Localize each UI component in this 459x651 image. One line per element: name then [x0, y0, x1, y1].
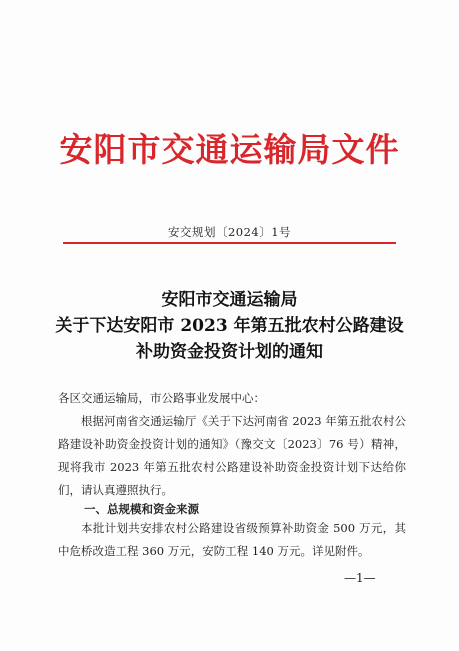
notice-title-line-2: 关于下达安阳市 2023 年第五批农村公路建设: [55, 316, 404, 336]
issuer-header-title: 安阳市交通运输局文件: [59, 130, 400, 169]
notice-title: [40, 287, 419, 365]
body-paragraph-1: 根据河南省交通运输厅《关于下达河南省 2023 年第五批农村公路建设补助资金投资计划的通知》（豫交文〔2023〕76 号）精神，现将我市 2023 年第五批农村公路建设补助资金投资计划下达给你们，请认真遵照执行。: [58, 414, 406, 497]
notice-title-line-3: 补助资金投资计划的通知: [136, 342, 323, 362]
section-heading-1: 一、总规模和资金来源: [84, 502, 199, 516]
body-paragraph-2: 本批计划共安排农村公路建设省级预算补助资金 500 万元，其中危桥改造工程 360 万元，安防工程 140 万元。详见附件。: [58, 521, 406, 558]
page-number: —1—: [344, 571, 376, 585]
salutation: 各区交通运输局，市公路事业发展中心：: [58, 391, 265, 405]
notice-title-line-1: 安阳市交通运输局: [161, 290, 298, 310]
document-number: 安交规划〔2024〕1号: [167, 225, 292, 239]
red-divider-line: [63, 242, 396, 244]
